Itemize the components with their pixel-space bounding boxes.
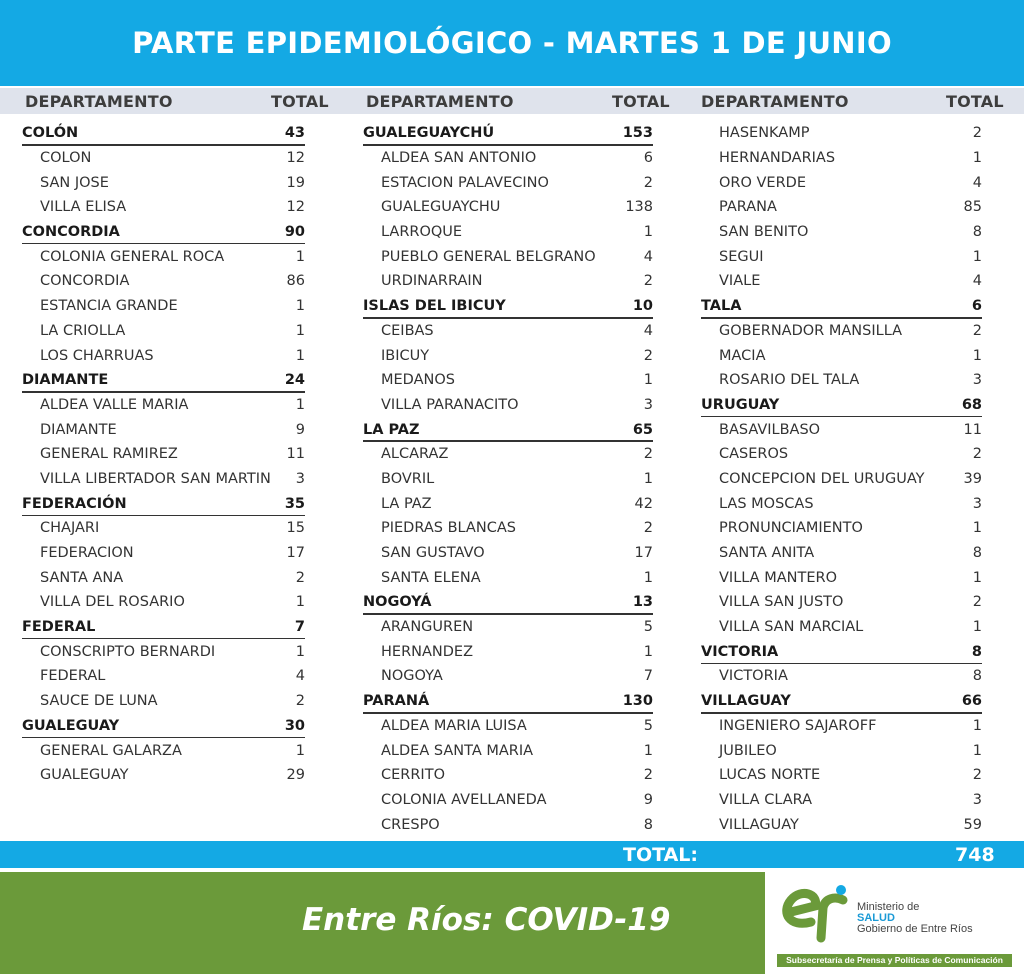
- locality-count: 2: [643, 174, 653, 191]
- locality-name: SAN BENITO: [719, 224, 809, 241]
- department-total: 65: [632, 421, 653, 438]
- department-name: NOGOYÁ: [363, 594, 432, 611]
- locality-count: 3: [972, 372, 982, 389]
- locality-name: CRESPO: [381, 816, 440, 833]
- locality-name: PUEBLO GENERAL BELGRANO: [381, 248, 596, 265]
- locality-row: [701, 442, 982, 467]
- department-name: PARANÁ: [363, 693, 430, 710]
- department-total: 90: [284, 224, 305, 241]
- locality-row: [22, 343, 305, 368]
- department-total: 6: [971, 298, 982, 315]
- locality-row: [701, 467, 982, 492]
- locality-name: CONCORDIA: [40, 273, 130, 290]
- locality-row: [363, 269, 653, 294]
- locality-name: CONCEPCION DEL URUGUAY: [719, 470, 925, 487]
- locality-count: 1: [643, 224, 653, 241]
- locality-row: [701, 170, 982, 195]
- locality-row: [701, 121, 982, 146]
- locality-name: SAUCE DE LUNA: [40, 693, 158, 710]
- locality-name: ROSARIO DEL TALA: [719, 372, 860, 389]
- header-banner: [0, 0, 1024, 86]
- department-name: VICTORIA: [701, 643, 779, 660]
- locality-count: 2: [972, 594, 982, 611]
- locality-name: SEGUI: [719, 248, 764, 265]
- locality-row: [363, 467, 653, 492]
- locality-row: [701, 590, 982, 615]
- locality-row: [701, 368, 982, 393]
- department-total: 153: [622, 125, 653, 142]
- locality-count: 1: [643, 569, 653, 586]
- total-value: 748: [955, 844, 995, 866]
- table-column-1: [22, 121, 305, 788]
- locality-row: [701, 516, 982, 541]
- locality-count: 39: [963, 470, 982, 487]
- locality-count: 8: [972, 545, 982, 562]
- locality-name: CONSCRIPTO BERNARDI: [40, 643, 216, 660]
- locality-name: VILLA CLARA: [719, 791, 813, 808]
- locality-name: GOBERNADOR MANSILLA: [719, 322, 903, 339]
- department-row: [363, 689, 653, 714]
- locality-row: [701, 195, 982, 220]
- locality-count: 5: [643, 619, 653, 636]
- locality-name: ALDEA MARIA LUISA: [381, 717, 527, 734]
- locality-row: [22, 541, 305, 566]
- locality-name: FEDERAL: [40, 668, 106, 685]
- locality-row: [22, 639, 305, 664]
- locality-row: [701, 491, 982, 516]
- department-total: 66: [961, 693, 982, 710]
- locality-count: 1: [643, 372, 653, 389]
- locality-name: NOGOYA: [381, 668, 443, 685]
- department-name: FEDERAL: [22, 619, 96, 636]
- department-total: 13: [632, 594, 653, 611]
- locality-row: [701, 541, 982, 566]
- locality-count: 86: [286, 273, 305, 290]
- locality-name: CERRITO: [381, 767, 445, 784]
- table-column-2: [363, 121, 653, 837]
- column-header-total: TOTAL: [271, 92, 329, 111]
- locality-row: [363, 442, 653, 467]
- locality-row: [363, 319, 653, 344]
- department-name: GUALEGUAYCHÚ: [363, 125, 495, 142]
- department-total: 43: [284, 125, 305, 142]
- locality-row: [701, 788, 982, 813]
- locality-row: [363, 763, 653, 788]
- department-total: 10: [632, 298, 653, 315]
- department-row: [22, 121, 305, 146]
- department-name: TALA: [701, 298, 742, 315]
- department-name: CONCORDIA: [22, 224, 120, 241]
- locality-count: 12: [286, 150, 305, 167]
- locality-count: 15: [286, 520, 305, 537]
- locality-name: COLONIA GENERAL ROCA: [40, 248, 225, 265]
- locality-count: 59: [963, 816, 982, 833]
- locality-row: [22, 244, 305, 269]
- locality-name: BOVRIL: [381, 470, 435, 487]
- locality-count: 1: [295, 322, 305, 339]
- locality-name: ARANGUREN: [381, 619, 474, 636]
- locality-row: [22, 689, 305, 714]
- locality-count: 2: [643, 446, 653, 463]
- locality-count: 2: [295, 693, 305, 710]
- locality-name: VILLA DEL ROSARIO: [40, 594, 185, 611]
- locality-name: VILLA ELISA: [40, 199, 127, 216]
- locality-row: [701, 615, 982, 640]
- locality-count: 2: [972, 322, 982, 339]
- department-name: FEDERACIÓN: [22, 495, 127, 512]
- ministry-logo: [765, 872, 1024, 974]
- locality-row: [22, 664, 305, 689]
- locality-row: [22, 565, 305, 590]
- locality-count: 9: [643, 791, 653, 808]
- locality-row: [363, 491, 653, 516]
- locality-row: [22, 417, 305, 442]
- locality-count: 1: [972, 248, 982, 265]
- department-row: [22, 491, 305, 516]
- locality-row: [22, 195, 305, 220]
- department-total: 24: [284, 372, 305, 389]
- locality-row: [22, 146, 305, 171]
- locality-count: 2: [643, 347, 653, 364]
- locality-count: 1: [643, 742, 653, 759]
- locality-count: 2: [972, 446, 982, 463]
- locality-name: VILLA SAN MARCIAL: [719, 619, 864, 636]
- department-row: [701, 639, 982, 664]
- locality-name: HASENKAMP: [719, 125, 810, 142]
- locality-count: 1: [972, 150, 982, 167]
- locality-row: [363, 516, 653, 541]
- locality-count: 5: [643, 717, 653, 734]
- column-header-total: TOTAL: [612, 92, 670, 111]
- locality-row: [363, 393, 653, 418]
- locality-count: 4: [972, 174, 982, 191]
- total-label: TOTAL:: [623, 844, 699, 866]
- locality-count: 1: [972, 569, 982, 586]
- locality-row: [22, 170, 305, 195]
- locality-name: LOS CHARRUAS: [40, 347, 154, 364]
- locality-name: VILLA MANTERO: [719, 569, 837, 586]
- locality-row: [363, 738, 653, 763]
- table-column-3: [701, 121, 982, 837]
- department-row: [701, 393, 982, 418]
- department-name: LA PAZ: [363, 421, 420, 438]
- locality-name: MACIA: [719, 347, 766, 364]
- locality-name: ORO VERDE: [719, 174, 806, 191]
- department-row: [701, 294, 982, 319]
- locality-row: [22, 294, 305, 319]
- locality-name: VILLAGUAY: [719, 816, 799, 833]
- department-row: [22, 615, 305, 640]
- locality-name: VICTORIA: [719, 668, 788, 685]
- locality-name: IBICUY: [381, 347, 430, 364]
- column-header-department: DEPARTAMENTO: [701, 92, 849, 111]
- footer-tagline: Entre Ríos: COVID-19: [302, 902, 671, 938]
- locality-row: [701, 565, 982, 590]
- locality-count: 2: [643, 767, 653, 784]
- locality-name: PIEDRAS BLANCAS: [381, 520, 516, 537]
- locality-name: LAS MOSCAS: [719, 495, 814, 512]
- locality-count: 42: [634, 495, 653, 512]
- locality-count: 19: [286, 174, 305, 191]
- department-total: 30: [284, 717, 305, 734]
- locality-row: [363, 170, 653, 195]
- department-total: 130: [622, 693, 653, 710]
- page-title: PARTE EPIDEMIOLÓGICO - MARTES 1 DE JUNIO: [132, 26, 892, 60]
- locality-name: LA CRIOLLA: [40, 322, 126, 339]
- locality-row: [363, 664, 653, 689]
- locality-count: 1: [643, 643, 653, 660]
- locality-count: 1: [295, 742, 305, 759]
- department-total: 68: [961, 396, 982, 413]
- locality-name: COLONIA AVELLANEDA: [381, 791, 547, 808]
- locality-name: ALCARAZ: [381, 446, 449, 463]
- locality-count: 1: [972, 619, 982, 636]
- locality-count: 1: [295, 643, 305, 660]
- locality-count: 8: [643, 816, 653, 833]
- locality-name: CEIBAS: [381, 322, 434, 339]
- locality-row: [701, 763, 982, 788]
- locality-count: 29: [286, 767, 305, 784]
- locality-row: [363, 541, 653, 566]
- column-header-department: DEPARTAMENTO: [25, 92, 173, 111]
- locality-count: 6: [643, 150, 653, 167]
- locality-row: [363, 220, 653, 245]
- locality-name: ALDEA VALLE MARIA: [40, 396, 189, 413]
- locality-name: URDINARRAIN: [381, 273, 483, 290]
- locality-count: 1: [295, 298, 305, 315]
- locality-count: 3: [972, 495, 982, 512]
- locality-row: [22, 763, 305, 788]
- locality-name: COLON: [40, 150, 92, 167]
- locality-row: [363, 714, 653, 739]
- locality-row: [701, 343, 982, 368]
- locality-row: [363, 788, 653, 813]
- locality-name: SANTA ANA: [40, 569, 124, 586]
- department-name: VILLAGUAY: [701, 693, 791, 710]
- locality-name: VILLA SAN JUSTO: [719, 594, 844, 611]
- department-total: 8: [971, 643, 982, 660]
- department-name: ISLAS DEL IBICUY: [363, 298, 506, 315]
- locality-name: CASEROS: [719, 446, 789, 463]
- locality-count: 2: [643, 520, 653, 537]
- locality-count: 1: [972, 347, 982, 364]
- locality-name: VIALE: [719, 273, 761, 290]
- locality-count: 4: [295, 668, 305, 685]
- locality-name: GENERAL RAMIREZ: [40, 446, 178, 463]
- locality-count: 1: [295, 248, 305, 265]
- column-header-total: TOTAL: [946, 92, 1004, 111]
- locality-name: JUBILEO: [719, 742, 777, 759]
- department-row: [22, 368, 305, 393]
- locality-count: 2: [972, 125, 982, 142]
- locality-name: SANTA ANITA: [719, 545, 815, 562]
- locality-row: [363, 565, 653, 590]
- locality-name: SANTA ELENA: [381, 569, 481, 586]
- locality-row: [363, 195, 653, 220]
- locality-row: [701, 244, 982, 269]
- logo-subsecretaria: Subsecretaría de Prensa y Políticas de Comunicación: [777, 954, 1012, 967]
- department-name: GUALEGUAY: [22, 717, 120, 734]
- locality-count: 1: [295, 396, 305, 413]
- locality-count: 4: [643, 248, 653, 265]
- locality-row: [363, 343, 653, 368]
- locality-row: [22, 319, 305, 344]
- department-name: URUGUAY: [701, 396, 780, 413]
- logo-line-ministerio: Ministerio de: [857, 901, 920, 913]
- locality-row: [701, 146, 982, 171]
- department-row: [363, 417, 653, 442]
- locality-row: [22, 738, 305, 763]
- logo-line-salud: SALUD: [857, 912, 895, 924]
- locality-name: LARROQUE: [381, 224, 463, 241]
- locality-count: 3: [643, 396, 653, 413]
- locality-count: 1: [295, 347, 305, 364]
- locality-name: SAN JOSE: [40, 174, 109, 191]
- locality-count: 2: [972, 767, 982, 784]
- locality-name: HERNANDEZ: [381, 643, 474, 660]
- department-total: 35: [284, 495, 305, 512]
- locality-count: 11: [286, 446, 305, 463]
- locality-row: [363, 244, 653, 269]
- locality-row: [363, 146, 653, 171]
- locality-row: [701, 319, 982, 344]
- locality-row: [701, 738, 982, 763]
- locality-count: 138: [625, 199, 653, 216]
- locality-count: 1: [972, 742, 982, 759]
- locality-name: CHAJARI: [40, 520, 100, 537]
- locality-count: 4: [972, 273, 982, 290]
- locality-row: [22, 269, 305, 294]
- locality-count: 1: [643, 470, 653, 487]
- locality-name: HERNANDARIAS: [719, 150, 836, 167]
- locality-count: 1: [972, 717, 982, 734]
- footer-banner: [0, 872, 1024, 974]
- locality-count: 4: [643, 322, 653, 339]
- locality-name: MEDANOS: [381, 372, 455, 389]
- department-row: [363, 294, 653, 319]
- locality-name: ESTANCIA GRANDE: [40, 298, 178, 315]
- locality-name: INGENIERO SAJAROFF: [719, 717, 877, 734]
- logo-line-gobierno: Gobierno de Entre Ríos: [857, 923, 973, 935]
- locality-count: 3: [972, 791, 982, 808]
- locality-row: [363, 639, 653, 664]
- locality-name: BASAVILBASO: [719, 421, 821, 438]
- locality-row: [22, 442, 305, 467]
- locality-count: 9: [295, 421, 305, 438]
- department-row: [363, 121, 653, 146]
- total-bar: [0, 841, 1024, 868]
- locality-name: ALDEA SANTA MARIA: [381, 742, 534, 759]
- locality-row: [701, 269, 982, 294]
- locality-count: 11: [963, 421, 982, 438]
- locality-count: 2: [643, 273, 653, 290]
- locality-count: 3: [295, 470, 305, 487]
- locality-name: PRONUNCIAMIENTO: [719, 520, 863, 537]
- locality-row: [22, 467, 305, 492]
- column-header-department: DEPARTAMENTO: [366, 92, 514, 111]
- department-row: [363, 590, 653, 615]
- department-total: 7: [294, 619, 305, 636]
- locality-count: 17: [286, 545, 305, 562]
- locality-name: FEDERACION: [40, 545, 134, 562]
- locality-name: LUCAS NORTE: [719, 767, 821, 784]
- locality-name: ESTACION PALAVECINO: [381, 174, 549, 191]
- department-row: [22, 714, 305, 739]
- locality-row: [701, 417, 982, 442]
- locality-row: [363, 615, 653, 640]
- locality-row: [22, 393, 305, 418]
- locality-row: [701, 220, 982, 245]
- locality-row: [363, 812, 653, 837]
- locality-count: 8: [972, 668, 982, 685]
- locality-name: DIAMANTE: [40, 421, 117, 438]
- locality-name: PARANA: [719, 199, 777, 216]
- locality-name: GUALEGUAYCHU: [381, 199, 501, 216]
- er-logo-icon: [777, 882, 853, 946]
- logo-text: [857, 902, 973, 935]
- locality-count: 12: [286, 199, 305, 216]
- locality-count: 85: [963, 199, 982, 216]
- locality-row: [701, 714, 982, 739]
- column-header-bar: [0, 88, 1024, 114]
- locality-count: 17: [634, 545, 653, 562]
- locality-count: 7: [643, 668, 653, 685]
- locality-name: VILLA PARANACITO: [381, 396, 519, 413]
- locality-row: [701, 812, 982, 837]
- locality-row: [22, 590, 305, 615]
- locality-name: SAN GUSTAVO: [381, 545, 485, 562]
- locality-count: 1: [972, 520, 982, 537]
- locality-row: [22, 516, 305, 541]
- locality-name: GENERAL GALARZA: [40, 742, 182, 759]
- locality-row: [363, 368, 653, 393]
- locality-count: 8: [972, 224, 982, 241]
- locality-row: [701, 664, 982, 689]
- locality-name: ALDEA SAN ANTONIO: [381, 150, 537, 167]
- department-row: [701, 689, 982, 714]
- department-name: DIAMANTE: [22, 372, 109, 389]
- locality-count: 2: [295, 569, 305, 586]
- department-name: COLÓN: [22, 125, 79, 142]
- locality-name: LA PAZ: [381, 495, 432, 512]
- locality-name: VILLA LIBERTADOR SAN MARTIN: [40, 470, 271, 487]
- department-row: [22, 220, 305, 245]
- locality-count: 1: [295, 594, 305, 611]
- locality-name: GUALEGUAY: [40, 767, 129, 784]
